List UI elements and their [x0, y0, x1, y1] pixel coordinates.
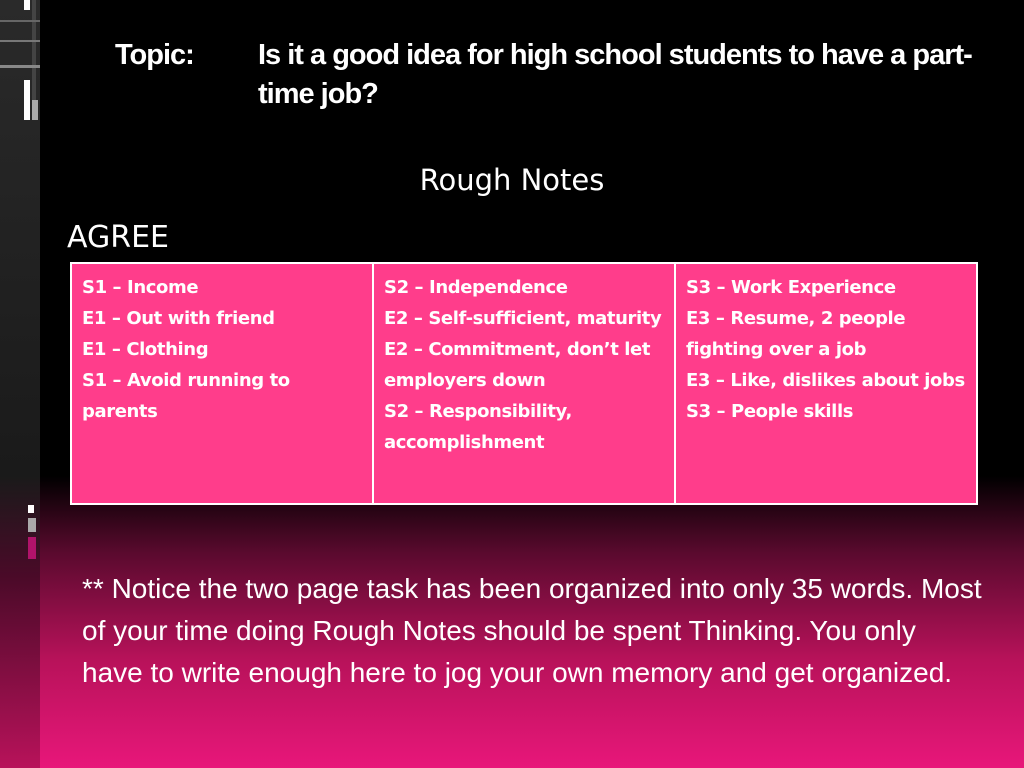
- cell-line: S2 – Independence: [384, 277, 568, 298]
- cell-line: S1 – Income: [82, 277, 199, 298]
- table-cell-s3: [675, 263, 977, 504]
- cell-line: S1 – Avoid running to parents: [82, 370, 290, 422]
- cell-line: E2 – Commitment, don’t let employers down: [384, 339, 651, 391]
- cell-line: E3 – Like, dislikes about jobs: [686, 370, 965, 391]
- cell-line: E2 – Self-sufficient, maturity: [384, 308, 662, 329]
- table-cell-s2: [373, 263, 675, 504]
- cell-line: E1 – Clothing: [82, 339, 209, 360]
- rough-notes-table: [70, 262, 978, 505]
- cell-line: E1 – Out with friend: [82, 308, 275, 329]
- cell-line: S2 – Responsibility, accomplishment: [384, 401, 572, 453]
- cell-line: S3 – Work Experience: [686, 277, 896, 298]
- topic-text: Is it a good idea for high school students to have a part-time job?: [258, 39, 972, 110]
- cell-line: S3 – People skills: [686, 401, 854, 422]
- topic-label: Topic:: [115, 39, 194, 71]
- cell-line: E3 – Resume, 2 people fighting over a job: [686, 308, 906, 360]
- note-paragraph: ** Notice the two page task has been organized into only 35 words. Most of your time doing Rough Notes should be spent Thinking. You only have to write enough here to jog your own memory and get organized.: [82, 573, 982, 688]
- table-cell-s1: [71, 263, 373, 504]
- left-decorative-bars: [0, 0, 40, 768]
- table-row: [71, 263, 977, 504]
- rough-notes-heading: Rough Notes: [419, 163, 605, 197]
- agree-label: AGREE: [67, 220, 169, 255]
